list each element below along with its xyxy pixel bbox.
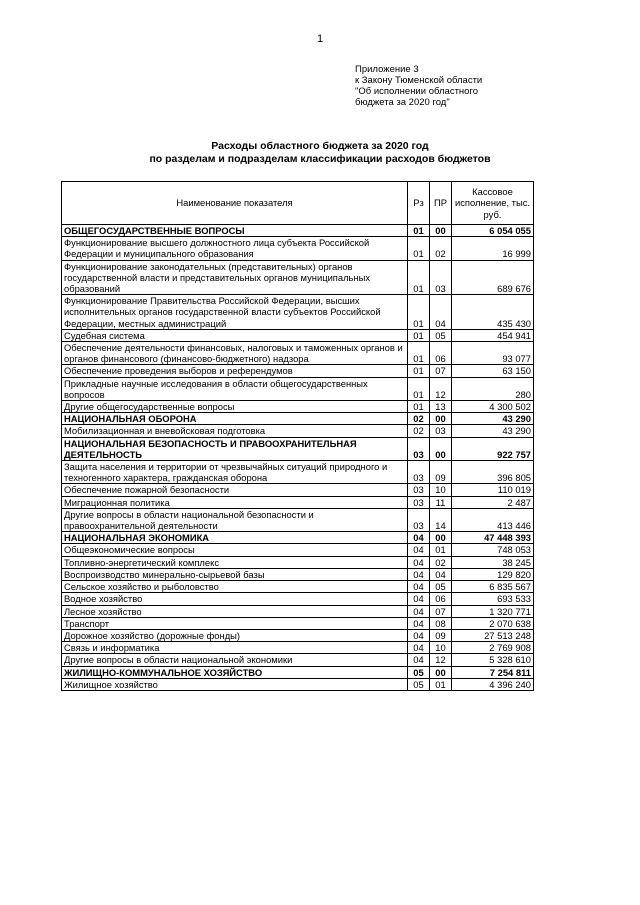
row-value: 693 533 xyxy=(452,593,534,605)
row-rz: 04 xyxy=(408,605,430,617)
row-rz: 04 xyxy=(408,581,430,593)
row-pr: 06 xyxy=(430,342,452,365)
row-name: Обеспечение проведения выборов и референдумов xyxy=(62,365,408,377)
appendix-line: к Закону Тюменской области xyxy=(355,75,483,86)
table-row xyxy=(62,642,534,654)
row-pr: 02 xyxy=(430,237,452,260)
row-pr: 10 xyxy=(430,484,452,496)
row-pr: 08 xyxy=(430,617,452,629)
row-name: Функционирование высшего должностного лица субъекта Российской Федерации и муниципального образования xyxy=(62,237,408,260)
row-rz: 05 xyxy=(408,666,430,678)
row-value: 93 077 xyxy=(452,342,534,365)
row-pr: 02 xyxy=(430,556,452,568)
row-value: 47 448 393 xyxy=(452,532,534,544)
row-pr: 07 xyxy=(430,605,452,617)
table-row xyxy=(62,365,534,377)
row-pr: 04 xyxy=(430,568,452,580)
table-row xyxy=(62,508,534,531)
row-pr: 01 xyxy=(430,544,452,556)
row-rz: 03 xyxy=(408,437,430,460)
row-value: 748 053 xyxy=(452,544,534,556)
table-row xyxy=(62,605,534,617)
appendix-line: бюджета за 2020 год" xyxy=(355,97,450,108)
row-rz: 04 xyxy=(408,593,430,605)
section-row xyxy=(62,413,534,425)
row-pr: 12 xyxy=(430,654,452,666)
row-value: 43 290 xyxy=(452,413,534,425)
row-value: 396 805 xyxy=(452,461,534,484)
header-value: Кассовое исполнение, тыс. руб. xyxy=(452,182,534,225)
table-row xyxy=(62,425,534,437)
row-rz: 04 xyxy=(408,642,430,654)
row-name: НАЦИОНАЛЬНАЯ БЕЗОПАСНОСТЬ И ПРАВООХРАНИТЕЛЬНАЯ ДЕЯТЕЛЬНОСТЬ xyxy=(62,437,408,460)
row-value: 27 513 248 xyxy=(452,629,534,641)
table-row xyxy=(62,556,534,568)
row-pr: 05 xyxy=(430,329,452,341)
row-pr: 12 xyxy=(430,377,452,400)
row-value: 6 054 055 xyxy=(452,225,534,237)
row-name: Мобилизационная и вневойсковая подготовка xyxy=(62,425,408,437)
row-rz: 02 xyxy=(408,413,430,425)
appendix-note xyxy=(355,64,482,108)
row-rz: 04 xyxy=(408,654,430,666)
title-line-1: Расходы областного бюджета за 2020 год xyxy=(211,140,429,152)
document-title xyxy=(0,140,640,166)
appendix-line: Приложение 3 xyxy=(355,64,419,75)
row-pr: 03 xyxy=(430,425,452,437)
row-pr: 00 xyxy=(430,666,452,678)
row-rz: 04 xyxy=(408,556,430,568)
row-pr: 14 xyxy=(430,508,452,531)
row-pr: 13 xyxy=(430,401,452,413)
row-value: 454 941 xyxy=(452,329,534,341)
row-value: 1 320 771 xyxy=(452,605,534,617)
table-row xyxy=(62,484,534,496)
row-value: 5 328 610 xyxy=(452,654,534,666)
row-name: Прикладные научные исследования в области общегосударственных вопросов xyxy=(62,377,408,400)
row-pr: 00 xyxy=(430,532,452,544)
row-rz: 04 xyxy=(408,617,430,629)
section-row xyxy=(62,437,534,460)
table-row xyxy=(62,377,534,400)
row-rz: 01 xyxy=(408,295,430,330)
row-rz: 01 xyxy=(408,260,430,295)
table-row xyxy=(62,593,534,605)
row-rz: 04 xyxy=(408,629,430,641)
row-name: ОБЩЕГОСУДАРСТВЕННЫЕ ВОПРОСЫ xyxy=(62,225,408,237)
row-rz: 01 xyxy=(408,329,430,341)
row-name: Функционирование Правительства Российской Федерации, высших исполнительных органов государственной власти субъектов Российской Федерации, местных администраций xyxy=(62,295,408,330)
row-name: Судебная система xyxy=(62,329,408,341)
table-row xyxy=(62,496,534,508)
table-row xyxy=(62,617,534,629)
row-pr: 05 xyxy=(430,581,452,593)
row-pr: 00 xyxy=(430,413,452,425)
row-rz: 01 xyxy=(408,365,430,377)
row-rz: 02 xyxy=(408,425,430,437)
row-name: Воспроизводство минерально-сырьевой базы xyxy=(62,568,408,580)
row-value: 129 820 xyxy=(452,568,534,580)
row-rz: 04 xyxy=(408,544,430,556)
row-value: 280 xyxy=(452,377,534,400)
row-rz: 01 xyxy=(408,401,430,413)
title-line-2: по разделам и подразделам классификации расходов бюджетов xyxy=(149,153,491,165)
row-pr: 00 xyxy=(430,225,452,237)
row-value: 2 070 638 xyxy=(452,617,534,629)
row-name: Миграционная политика xyxy=(62,496,408,508)
table-header-row xyxy=(62,182,534,225)
section-row xyxy=(62,532,534,544)
row-rz: 03 xyxy=(408,484,430,496)
row-value: 16 999 xyxy=(452,237,534,260)
row-pr: 09 xyxy=(430,461,452,484)
row-rz: 01 xyxy=(408,225,430,237)
row-pr: 09 xyxy=(430,629,452,641)
row-pr: 01 xyxy=(430,678,452,690)
row-value: 413 446 xyxy=(452,508,534,531)
table-row xyxy=(62,260,534,295)
section-row xyxy=(62,666,534,678)
row-value: 689 676 xyxy=(452,260,534,295)
row-name: Обеспечение пожарной безопасности xyxy=(62,484,408,496)
table-row xyxy=(62,654,534,666)
table-row xyxy=(62,329,534,341)
row-pr: 03 xyxy=(430,260,452,295)
row-rz: 01 xyxy=(408,237,430,260)
row-value: 2 487 xyxy=(452,496,534,508)
row-value: 110 019 xyxy=(452,484,534,496)
row-name: Защита населения и территории от чрезвычайных ситуаций природного и техногенного характера, гражданская оборона xyxy=(62,461,408,484)
row-name: Жилищное хозяйство xyxy=(62,678,408,690)
row-pr: 00 xyxy=(430,437,452,460)
row-pr: 10 xyxy=(430,642,452,654)
row-rz: 04 xyxy=(408,532,430,544)
row-name: Функционирование законодательных (представительных) органов государственной власти и представительных органов муниципальных образований xyxy=(62,260,408,295)
row-rz: 03 xyxy=(408,508,430,531)
row-name: Связь и информатика xyxy=(62,642,408,654)
table-row xyxy=(62,581,534,593)
row-name: Топливно-энергетический комплекс xyxy=(62,556,408,568)
row-value: 2 769 908 xyxy=(452,642,534,654)
row-name: Обеспечение деятельности финансовых, налоговых и таможенных органов и органов финансового (финансово-бюджетного) надзора xyxy=(62,342,408,365)
row-name: Другие вопросы в области национальной экономики xyxy=(62,654,408,666)
row-rz: 01 xyxy=(408,377,430,400)
row-rz: 05 xyxy=(408,678,430,690)
table-row xyxy=(62,401,534,413)
row-rz: 03 xyxy=(408,461,430,484)
row-name: Водное хозяйство xyxy=(62,593,408,605)
header-name: Наименование показателя xyxy=(62,182,408,225)
row-value: 43 290 xyxy=(452,425,534,437)
table-row xyxy=(62,629,534,641)
row-pr: 04 xyxy=(430,295,452,330)
row-name: Сельское хозяйство и рыболовство xyxy=(62,581,408,593)
row-name: Транспорт xyxy=(62,617,408,629)
table-row xyxy=(62,461,534,484)
row-name: Другие общегосударственные вопросы xyxy=(62,401,408,413)
table-row xyxy=(62,568,534,580)
row-rz: 04 xyxy=(408,568,430,580)
table-row xyxy=(62,678,534,690)
header-pr: ПР xyxy=(430,182,452,225)
row-value: 63 150 xyxy=(452,365,534,377)
row-name: Дорожное хозяйство (дорожные фонды) xyxy=(62,629,408,641)
table-row xyxy=(62,295,534,330)
row-name: ЖИЛИЩНО-КОММУНАЛЬНОЕ ХОЗЯЙСТВО xyxy=(62,666,408,678)
header-rz: Рз xyxy=(408,182,430,225)
row-value: 4 396 240 xyxy=(452,678,534,690)
row-value: 922 757 xyxy=(452,437,534,460)
row-name: НАЦИОНАЛЬНАЯ ЭКОНОМИКА xyxy=(62,532,408,544)
table-row xyxy=(62,544,534,556)
row-name: Другие вопросы в области национальной безопасности и правоохранительной деятельности xyxy=(62,508,408,531)
table-row xyxy=(62,237,534,260)
row-name: Лесное хозяйство xyxy=(62,605,408,617)
row-value: 38 245 xyxy=(452,556,534,568)
row-value: 7 254 811 xyxy=(452,666,534,678)
row-pr: 06 xyxy=(430,593,452,605)
row-name: Общеэкономические вопросы xyxy=(62,544,408,556)
row-value: 435 430 xyxy=(452,295,534,330)
page-number: 1 xyxy=(316,33,324,45)
row-name: НАЦИОНАЛЬНАЯ ОБОРОНА xyxy=(62,413,408,425)
expenditure-table xyxy=(61,181,534,691)
table-row xyxy=(62,342,534,365)
section-row xyxy=(62,225,534,237)
row-pr: 11 xyxy=(430,496,452,508)
row-pr: 07 xyxy=(430,365,452,377)
row-value: 6 835 567 xyxy=(452,581,534,593)
row-rz: 03 xyxy=(408,496,430,508)
row-rz: 01 xyxy=(408,342,430,365)
table-body xyxy=(62,225,534,691)
row-value: 4 300 502 xyxy=(452,401,534,413)
appendix-line: "Об исполнении областного xyxy=(355,86,478,97)
